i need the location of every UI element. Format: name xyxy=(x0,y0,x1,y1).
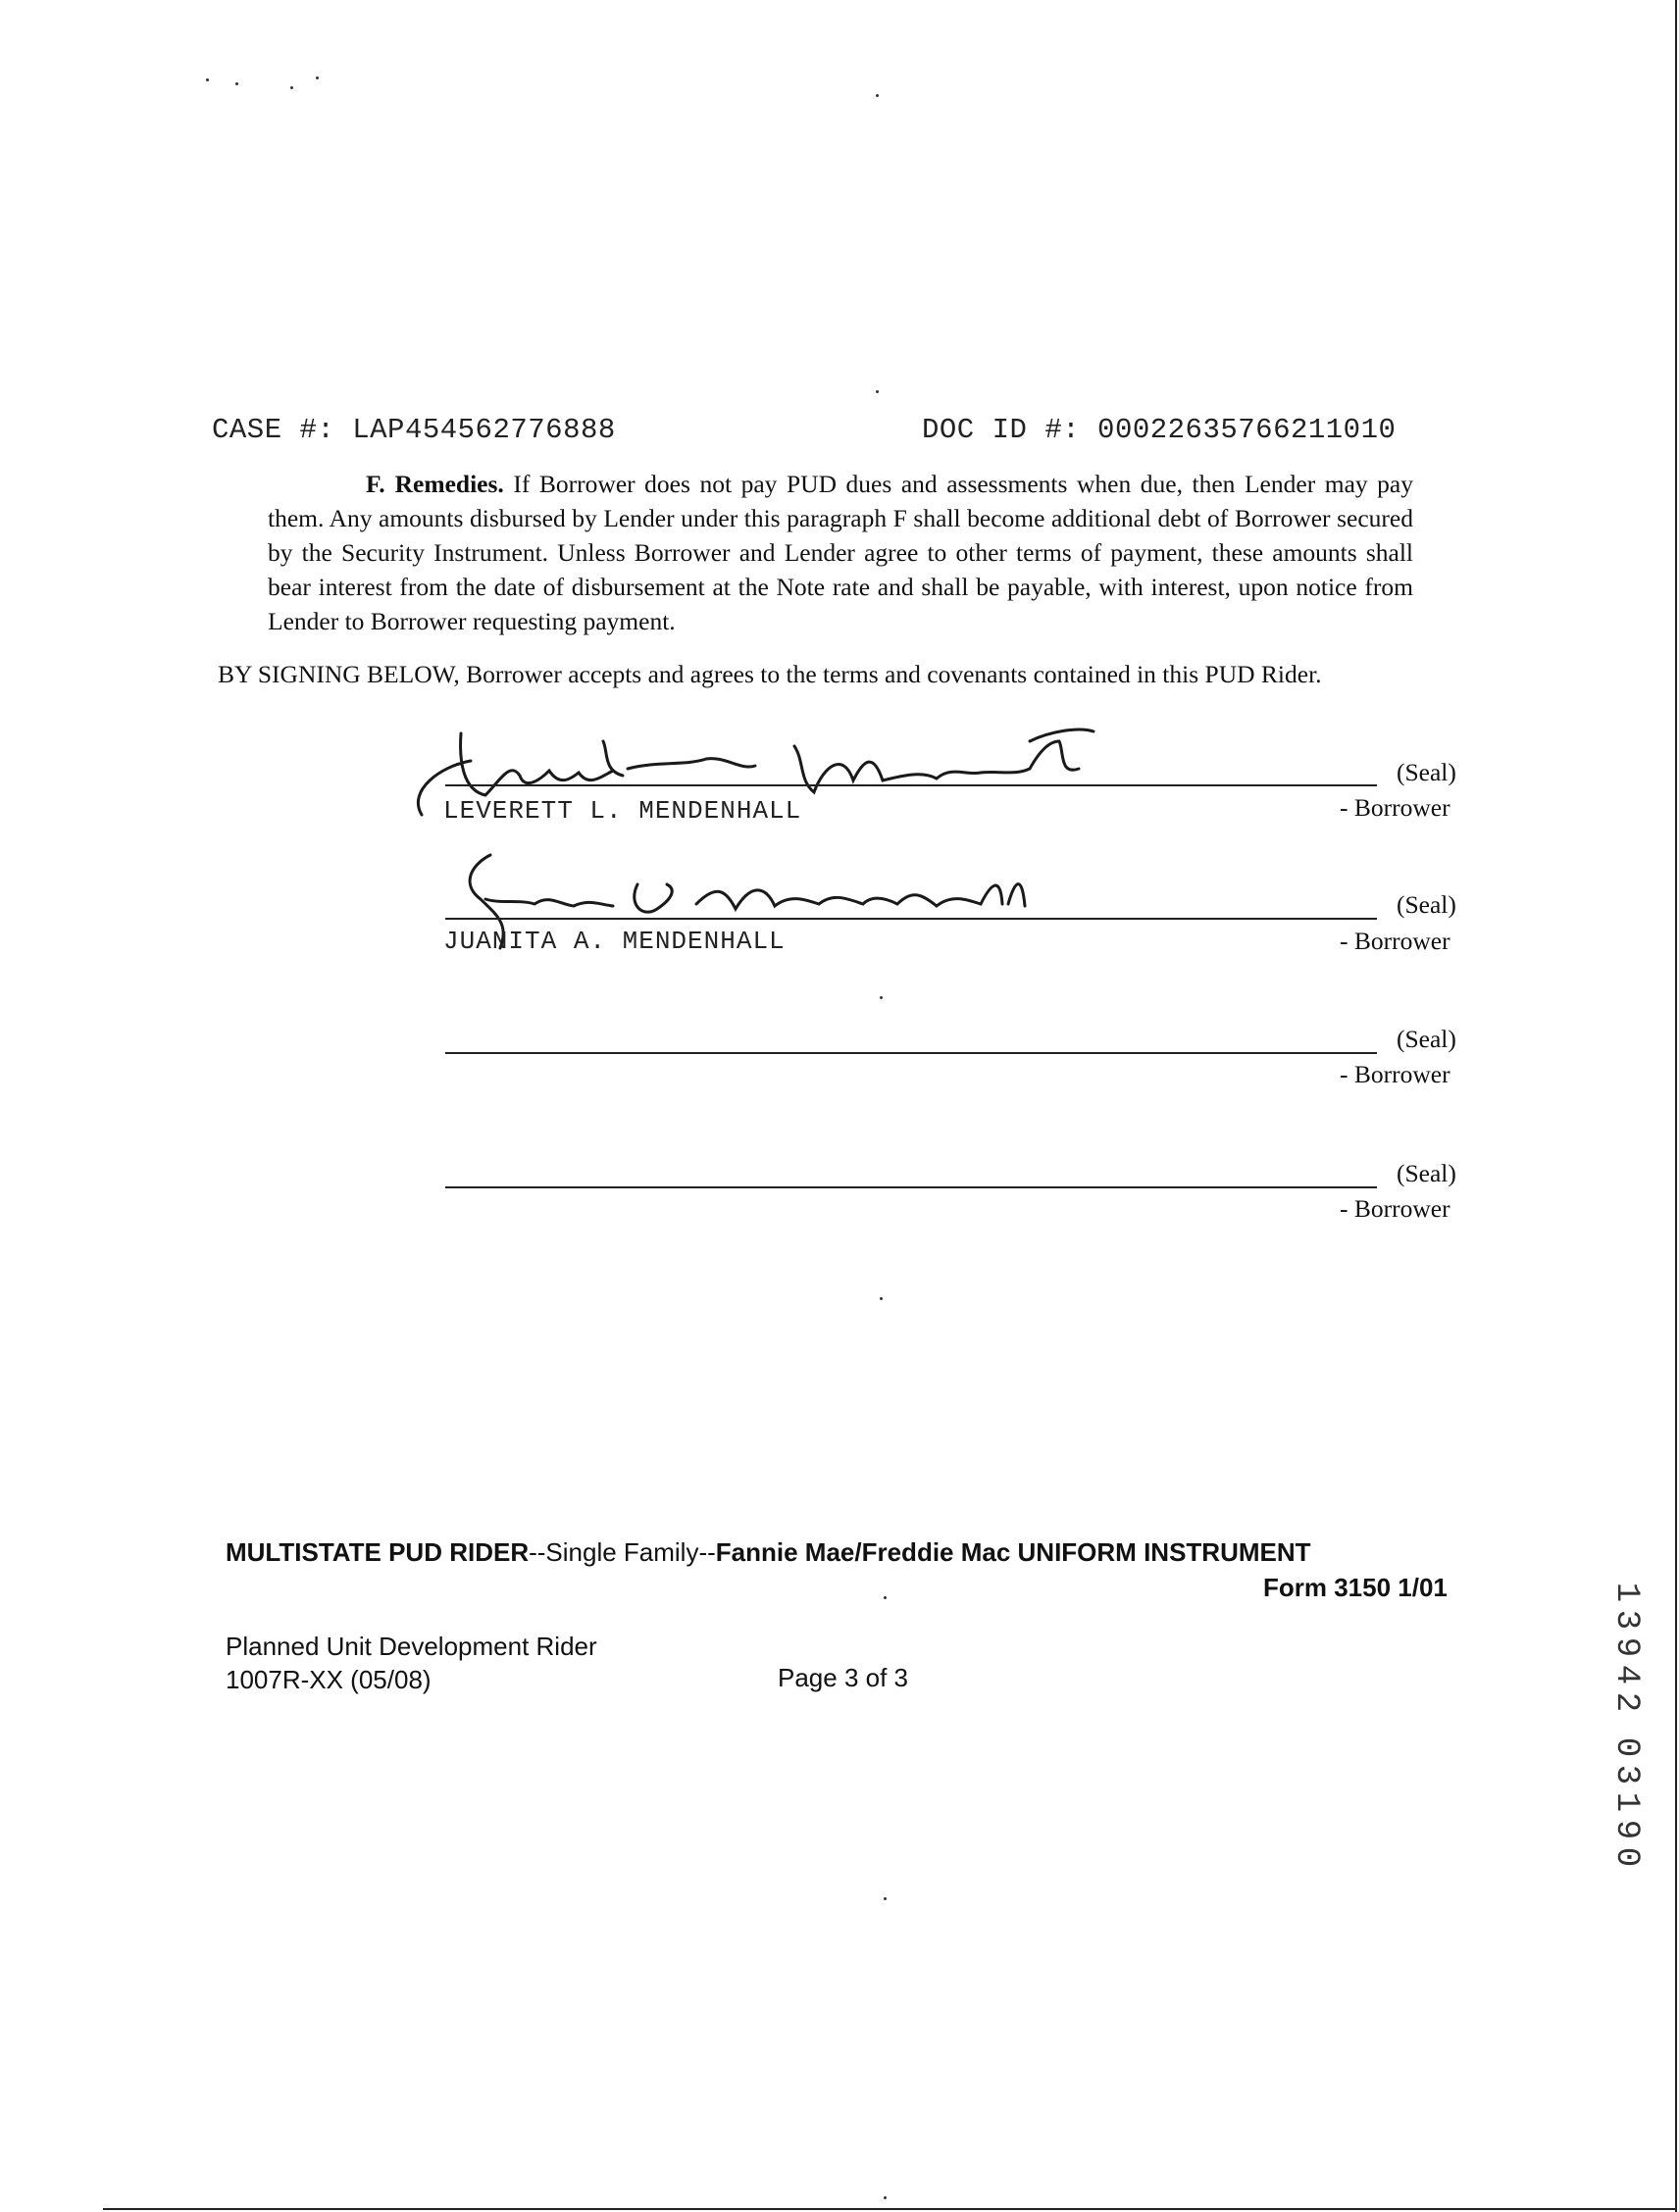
page-edge-bottom xyxy=(103,2208,1677,2210)
footer-title xyxy=(226,1537,1311,1568)
stamp-digit: 2 xyxy=(1607,1691,1645,1713)
stamp-digit: 1 xyxy=(1607,1582,1645,1603)
doc-id-line xyxy=(922,414,1396,446)
vertical-stamp xyxy=(1608,1579,1644,1871)
scan-speck xyxy=(876,390,879,393)
remedies-text: If Borrower does not pay PUD dues and assessments when due, then Lender may pay them. Any amounts disbursed by Lender under this paragraph F shall become additional debt of Borrower secured by the Security Instrument. Unless Borrower and Lender agree to other terms of payment, these amounts shall bear interest from the date of disbursement at the Note rate and shall be payable, with interest, upon notice from Lender to Borrower requesting payment. xyxy=(268,470,1414,635)
form-number: Form 3150 1/01 xyxy=(1263,1573,1448,1602)
seal-label-4: (Seal) xyxy=(1397,1159,1456,1187)
borrower-label-1: - Borrower xyxy=(1340,793,1450,822)
signing-statement: BY SIGNING BELOW, Borrower accepts and agrees to the terms and covenants contained in this PUD Rider. xyxy=(218,660,1322,688)
scan-speck xyxy=(884,1596,887,1599)
borrower-label-2: - Borrower xyxy=(1340,927,1450,955)
page-edge-right xyxy=(1675,0,1677,2212)
case-number: LAP454562776888 xyxy=(352,414,616,446)
stamp-digit: 4 xyxy=(1607,1664,1645,1685)
footer-title-plain: --Single Family-- xyxy=(529,1537,716,1567)
remedies-letter: F. xyxy=(366,470,385,498)
scan-speck xyxy=(316,76,319,79)
signature-line-4 xyxy=(445,1186,1377,1188)
remedies-paragraph xyxy=(268,467,1413,638)
scan-speck xyxy=(884,2196,887,2199)
stamp-digit: 0 xyxy=(1607,1736,1645,1758)
remedies-title: Remedies. xyxy=(394,470,504,498)
seal-label-1: (Seal) xyxy=(1397,758,1456,786)
case-number-line xyxy=(212,414,616,446)
scan-speck xyxy=(880,1297,883,1300)
doc-id-label: DOC ID #: xyxy=(922,414,1081,446)
case-label: CASE #: xyxy=(212,414,335,446)
signature-line-3 xyxy=(445,1052,1377,1054)
stamp-digit: 3 xyxy=(1607,1764,1645,1785)
scan-speck xyxy=(290,86,293,89)
seal-label-3: (Seal) xyxy=(1397,1025,1456,1053)
doc-id-number: 00022635766211010 xyxy=(1097,414,1397,446)
signature-line-2 xyxy=(445,918,1377,920)
page-number: Page 3 of 3 xyxy=(778,1663,908,1692)
borrower-label-4: - Borrower xyxy=(1340,1194,1450,1223)
stamp-digit: 0 xyxy=(1607,1846,1645,1868)
footer-title-bold-2: Fannie Mae/Freddie Mac UNIFORM INSTRUMENT xyxy=(715,1537,1311,1567)
scan-speck xyxy=(206,78,209,81)
signature-line-1 xyxy=(445,784,1377,786)
seal-label-2: (Seal) xyxy=(1397,890,1456,919)
stamp-digit: 3 xyxy=(1607,1609,1645,1631)
rider-name: Planned Unit Development Rider xyxy=(226,1632,597,1661)
scan-speck xyxy=(876,94,879,97)
footer-rider-info xyxy=(226,1630,597,1696)
signer-name-2: JUANITA A. MENDENHALL xyxy=(443,927,786,956)
stamp-digit: 9 xyxy=(1607,1819,1645,1840)
footer-title-bold-1: MULTISTATE PUD RIDER xyxy=(226,1537,530,1567)
scan-speck xyxy=(884,1897,887,1900)
scan-speck xyxy=(235,82,238,85)
borrower-label-3: - Borrower xyxy=(1340,1060,1450,1088)
rider-code: 1007R-XX (05/08) xyxy=(226,1665,432,1694)
scan-speck xyxy=(880,996,883,999)
signer-name-1: LEVERETT L. MENDENHALL xyxy=(443,796,802,826)
stamp-digit: 1 xyxy=(1607,1791,1645,1813)
stamp-digit: 9 xyxy=(1607,1636,1645,1658)
